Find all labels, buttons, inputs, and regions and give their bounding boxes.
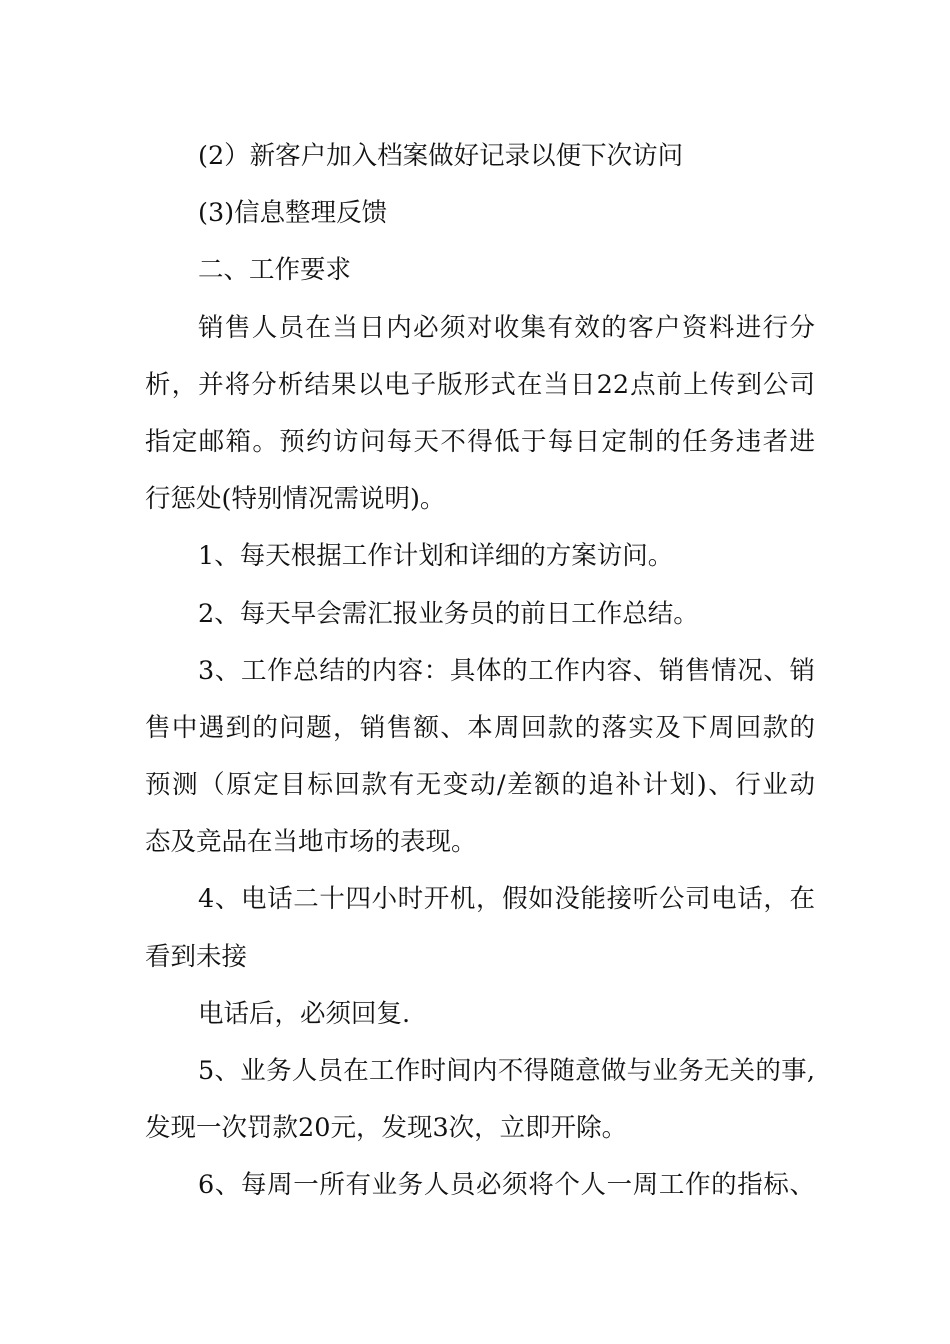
paragraph-line: 析，并将分析结果以电子版形式在当日22点前上传到公司 [145,369,815,400]
document-body [145,128,815,1215]
list-item: 1、每天根据工作计划和详细的方案访问。 [198,541,674,572]
paragraph-line: 销售人员在当日内必须对收集有效的客户资料进行分 [198,312,815,343]
list-item: 6、每周一所有业务人员必须将个人一周工作的指标、 [198,1170,815,1201]
paragraph-line: 行惩处(特别情况需说明)。 [145,484,446,515]
paragraph-line: 预测（原定目标回款有无变动/差额的追补计划)、行业动 [145,770,815,801]
paragraph-line: 发现一次罚款20元，发现3次，立即开除。 [145,1113,628,1144]
paragraph-line: 售中遇到的问题，销售额、本周回款的落实及下周回款的 [145,712,815,743]
paragraph-line: (2）新客户加入档案做好记录以便下次访问 [198,141,684,171]
paragraph-line: 电话后，必须回复. [198,998,411,1029]
list-item: 5、业务人员在工作时间内不得随意做与业务无关的事, [198,1056,815,1086]
paragraph-line: 态及竞品在当地市场的表现。 [145,827,477,858]
list-item: 4、电话二十四小时开机，假如没能接听公司电话，在 [198,884,815,915]
paragraph-line: 指定邮箱。预约访问每天不得低于每日定制的任务违者进 [145,426,815,457]
list-item: 3、工作总结的内容：具体的工作内容、销售情况、销 [198,655,815,686]
paragraph-line: 看到未接 [145,941,248,972]
section-heading: 二、工作要求 [198,255,352,286]
list-item: 2、每天早会需汇报业务员的前日工作总结。 [198,598,699,629]
paragraph-line: (3)信息整理反馈 [198,198,388,229]
